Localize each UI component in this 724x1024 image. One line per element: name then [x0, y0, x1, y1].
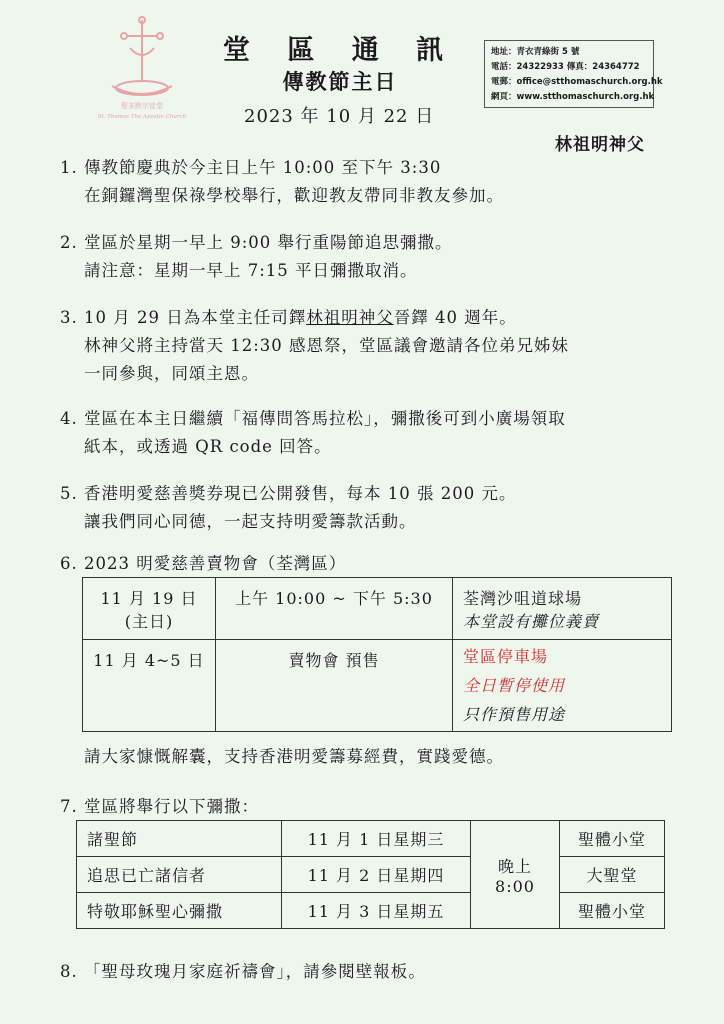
- notice-item-1: [60, 154, 504, 210]
- notice-item-4: [60, 405, 566, 461]
- mass-date: 11 月 2 日星期四: [282, 857, 471, 893]
- mass-time-cell: [471, 821, 560, 929]
- fair-place-cell: [453, 578, 672, 640]
- page-subtitle: 傳教節主日: [282, 69, 398, 94]
- car-park-note: 堂區停車場: [463, 647, 549, 666]
- notice-item-3: [60, 304, 569, 388]
- mass-name: 特敬耶穌聖心彌撒: [77, 893, 282, 929]
- mass-venue: 聖體小堂: [560, 893, 665, 929]
- item-number: 8.: [60, 962, 78, 981]
- notice-item-6: [60, 550, 346, 578]
- item-number: 2.: [60, 233, 78, 252]
- table-row: [83, 578, 672, 640]
- item-text: 「聖母玫瑰月家庭祈禱會」，請參閱壁報板。: [84, 962, 426, 981]
- item-text: 在銅鑼灣聖保祿學校舉行，歡迎教友帶同非教友參加。: [84, 186, 504, 205]
- item-text: 林神父將主持當天 12:30 感恩祭，堂區議會邀請各位弟兄姊妹: [84, 336, 570, 355]
- contact-address: 地址：青衣青綠街 5 號: [491, 47, 580, 57]
- item-text: 堂區在本主日繼續「福傳問答馬拉松」，彌撒後可到小廣場領取: [84, 409, 566, 428]
- table-row: [77, 857, 665, 893]
- fair-date-note: (主日): [124, 611, 174, 631]
- notice-item-7: [60, 793, 259, 821]
- presale-date: 11 月 4~5 日: [93, 651, 205, 670]
- presale-use-note: 只作預售用途: [463, 705, 566, 724]
- presale-note-cell: [453, 640, 672, 732]
- issue-date: 2023 年 10 月 22 日: [244, 106, 435, 127]
- church-cross-logo-icon: [92, 14, 192, 126]
- mass-name: 諸聖節: [77, 821, 282, 857]
- priest-name: 林祖明神父: [555, 135, 645, 155]
- mass-venue: 聖體小堂: [560, 821, 665, 857]
- mass-date: 11 月 3 日星期五: [282, 893, 471, 929]
- presale-desc-cell: [216, 640, 453, 732]
- item-number: 4.: [60, 409, 78, 428]
- item-text: 一同參與，同頌主恩。: [84, 364, 259, 383]
- table-row: [83, 640, 672, 732]
- fair-footer-text: 請大家慷慨解囊，支持香港明愛籌募經費，實踐愛德。: [84, 747, 504, 766]
- fair-date-cell: [83, 578, 216, 640]
- item-number: 3.: [60, 308, 78, 327]
- item-number: 5.: [60, 484, 78, 503]
- item-number: 1.: [60, 158, 78, 177]
- item-text: 讓我們同心同德，一起支持明愛籌款活動。: [84, 512, 417, 531]
- presale-date-cell: [83, 640, 216, 732]
- item-text: 傳教節慶典於今主日上午 10:00 至下午 3:30: [84, 158, 442, 177]
- mass-date: 11 月 1 日星期三: [282, 821, 471, 857]
- mass-name: 追思已亡諸信者: [77, 857, 282, 893]
- item-text: 堂區將舉行以下彌撒：: [84, 797, 259, 816]
- item-text: 請注意：星期一早上 7:15 平日彌撒取消。: [84, 261, 418, 280]
- closure-note: 全日暫停使用: [463, 676, 566, 695]
- logo-name-en: St. Thomas The Apostle Church: [97, 114, 187, 120]
- fair-time: 上午 10:00 ~ 下午 5:30: [235, 589, 433, 608]
- church-logo: [92, 14, 192, 126]
- contact-box: [484, 40, 663, 108]
- contact-phone-fax: 電話：24322933 傳真：24364772: [491, 62, 640, 72]
- item-text: 10 月 29 日為本堂主任司鐸: [84, 308, 307, 327]
- item-text: 2023 明愛慈善賣物會（荃灣區）: [84, 554, 347, 573]
- priest-name-underlined: 林祖明神父: [306, 308, 394, 327]
- mass-time: 8:00: [495, 876, 535, 896]
- page-title: 堂 區 通 訊: [222, 35, 458, 66]
- presale-desc: 賣物會 預售: [288, 651, 380, 670]
- mass-time-period: 晚上: [497, 856, 532, 876]
- item-text: 香港明愛慈善獎券現已公開發售，每本 10 張 200 元。: [84, 484, 517, 503]
- notice-item-8: [60, 958, 426, 986]
- table-row: [77, 821, 665, 857]
- contact-website: 網頁：www.stthomaschurch.org.hk: [491, 92, 655, 102]
- notice-item-5: [60, 480, 516, 536]
- mass-venue: 大聖堂: [560, 857, 665, 893]
- notice-item-2: [60, 229, 453, 285]
- mass-schedule-table: [76, 820, 665, 929]
- item-number: 7.: [60, 797, 78, 816]
- item-number: 6.: [60, 554, 78, 573]
- fair-time-cell: [216, 578, 453, 640]
- logo-name-zh: 聖多默宗徒堂: [121, 102, 163, 110]
- item-text: 紙本，或透過 QR code 回答。: [84, 437, 332, 456]
- fair-date: 11 月 19 日: [100, 588, 198, 608]
- table-row: [77, 893, 665, 929]
- fair-stall-note: 本堂設有攤位義賣: [463, 611, 600, 631]
- item-text: 堂區於星期一早上 9:00 舉行重陽節追思彌撒。: [84, 233, 453, 252]
- fair-place: 荃灣沙咀道球場: [463, 588, 583, 608]
- contact-email: 電郵：office@stthomaschurch.org.hk: [491, 77, 663, 87]
- charity-fair-table: [82, 577, 672, 732]
- item-text: 晉鐸 40 週年。: [393, 308, 517, 327]
